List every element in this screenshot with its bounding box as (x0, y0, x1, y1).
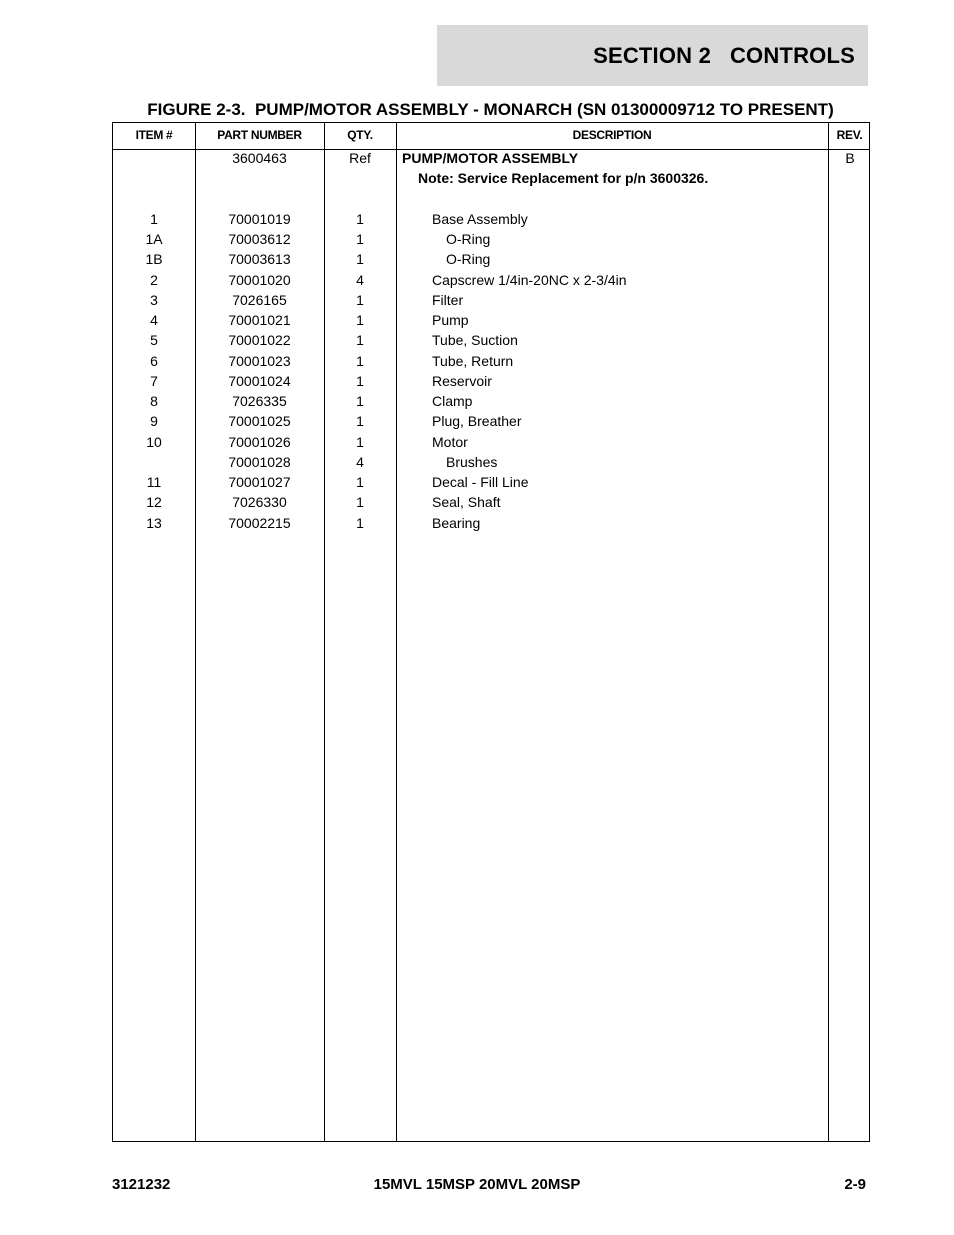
table-row (113, 148, 869, 168)
item-number: 1B (145, 251, 163, 268)
quantity: 1 (356, 474, 364, 490)
revision (829, 472, 871, 492)
footer-models: 15MVL 15MSP 20MVL 20MSP (373, 1176, 581, 1193)
table-row (113, 249, 869, 269)
part-number: 7026335 (232, 393, 287, 409)
item-number: 3 (150, 291, 158, 308)
revision (829, 249, 871, 269)
quantity (324, 168, 396, 188)
description: O-Ring (446, 251, 491, 268)
table-row (113, 209, 869, 229)
part-number: 70001028 (228, 453, 291, 470)
revision (829, 310, 871, 330)
table-row (113, 168, 869, 188)
table-row (113, 371, 869, 391)
item-number: 1A (145, 231, 163, 247)
item-number: 12 (146, 494, 162, 511)
table-row (113, 351, 869, 371)
quantity: 1 (356, 413, 364, 430)
revision (829, 492, 871, 512)
footer-doc-number: 3121232 (112, 1176, 171, 1193)
part-number: 70001020 (228, 271, 291, 288)
header-rev: REV. (836, 128, 863, 142)
revision (829, 229, 871, 249)
quantity: 1 (356, 210, 364, 227)
revision (829, 432, 871, 452)
table-row (113, 513, 869, 533)
quantity: 1 (356, 352, 364, 369)
quantity: Ref (349, 150, 371, 166)
part-number: 70001023 (228, 352, 291, 369)
description (400, 189, 827, 209)
footer-page-number: 2-9 (844, 1176, 866, 1193)
part-number (195, 168, 324, 188)
quantity: 1 (356, 514, 364, 531)
table-row (113, 189, 869, 209)
revision (829, 411, 871, 431)
item-number: 4 (150, 312, 158, 328)
part-number: 70001027 (228, 474, 291, 490)
revision (829, 290, 871, 310)
item-number: 2 (150, 271, 158, 288)
quantity: 1 (356, 393, 364, 409)
quantity: 1 (356, 372, 364, 389)
quantity (324, 189, 396, 209)
description: Base Assembly (432, 210, 528, 227)
table-row (113, 492, 869, 512)
quantity: 1 (356, 312, 364, 328)
item-number: 5 (150, 332, 158, 349)
item-number (113, 452, 195, 472)
parts-table (112, 122, 870, 1142)
quantity: 1 (356, 332, 364, 349)
revision (829, 209, 871, 229)
description: Tube, Return (432, 352, 514, 369)
header-item: ITEM # (135, 128, 173, 142)
table-row (113, 290, 869, 310)
item-number: 11 (146, 474, 162, 490)
quantity: 1 (356, 291, 364, 308)
part-number: 70003613 (228, 251, 291, 268)
quantity: 1 (356, 251, 364, 268)
revision (829, 330, 871, 350)
table-row (113, 452, 869, 472)
part-number: 70001019 (228, 210, 291, 227)
description: Clamp (432, 393, 473, 409)
description: Tube, Suction (432, 332, 518, 349)
header-description: DESCRIPTION (572, 128, 652, 142)
part-number: 70001022 (228, 332, 291, 349)
section-header (437, 25, 868, 86)
table-row (113, 432, 869, 452)
quantity: 1 (356, 433, 364, 450)
section-title: SECTION 2 CONTROLS (593, 42, 855, 68)
table-row (113, 472, 869, 492)
item-number (113, 148, 195, 168)
part-number: 7026330 (232, 494, 287, 511)
item-number (113, 189, 195, 209)
revision (829, 168, 871, 188)
part-number: 70001024 (228, 372, 291, 389)
description: Capscrew 1/4in-20NC x 2-3/4in (432, 271, 627, 288)
part-number: 3600463 (232, 150, 287, 166)
table-row (113, 229, 869, 249)
part-number: 70001025 (228, 413, 291, 430)
description: PUMP/MOTOR ASSEMBLY (402, 150, 579, 166)
description: Motor (432, 433, 468, 450)
item-number: 6 (150, 352, 158, 369)
quantity: 4 (356, 453, 364, 470)
part-number: 70003612 (228, 231, 291, 247)
revision (829, 371, 871, 391)
item-number: 10 (146, 433, 162, 450)
quantity: 4 (356, 271, 364, 288)
description: Plug, Breather (432, 413, 522, 430)
description: Pump (432, 312, 469, 328)
part-number (195, 189, 324, 209)
header-qty: QTY. (347, 128, 373, 142)
table-row (113, 270, 869, 290)
revision (829, 513, 871, 533)
description: O-Ring (446, 231, 491, 247)
item-number: 1 (150, 210, 158, 227)
revision (829, 189, 871, 209)
table-row (113, 391, 869, 411)
part-number: 70001021 (228, 312, 291, 328)
description: Note: Service Replacement for p/n 3600326. (418, 170, 709, 187)
revision: B (845, 150, 855, 166)
table-row (113, 310, 869, 330)
quantity: 1 (356, 231, 364, 247)
part-number: 7026165 (232, 291, 287, 308)
revision (829, 452, 871, 472)
revision (829, 391, 871, 411)
item-number: 8 (150, 393, 158, 409)
item-number: 7 (150, 372, 158, 389)
figure-title: FIGURE 2-3. PUMP/MOTOR ASSEMBLY - MONARCH (SN 01300009712 TO PRESENT) (147, 100, 834, 119)
part-number: 70001026 (228, 433, 291, 450)
description: Bearing (432, 514, 481, 531)
item-number: 13 (146, 514, 162, 531)
description: Brushes (446, 453, 498, 470)
description: Decal - Fill Line (432, 474, 529, 490)
description: Seal, Shaft (432, 494, 501, 511)
revision (829, 351, 871, 371)
description: Reservoir (432, 372, 492, 389)
description: Filter (432, 291, 464, 308)
table-row (113, 411, 869, 431)
item-number (113, 168, 195, 188)
table-row (113, 330, 869, 350)
item-number: 9 (150, 413, 158, 430)
quantity: 1 (356, 494, 364, 511)
revision (829, 270, 871, 290)
part-number: 70002215 (228, 514, 291, 531)
header-part-number: PART NUMBER (217, 128, 302, 142)
